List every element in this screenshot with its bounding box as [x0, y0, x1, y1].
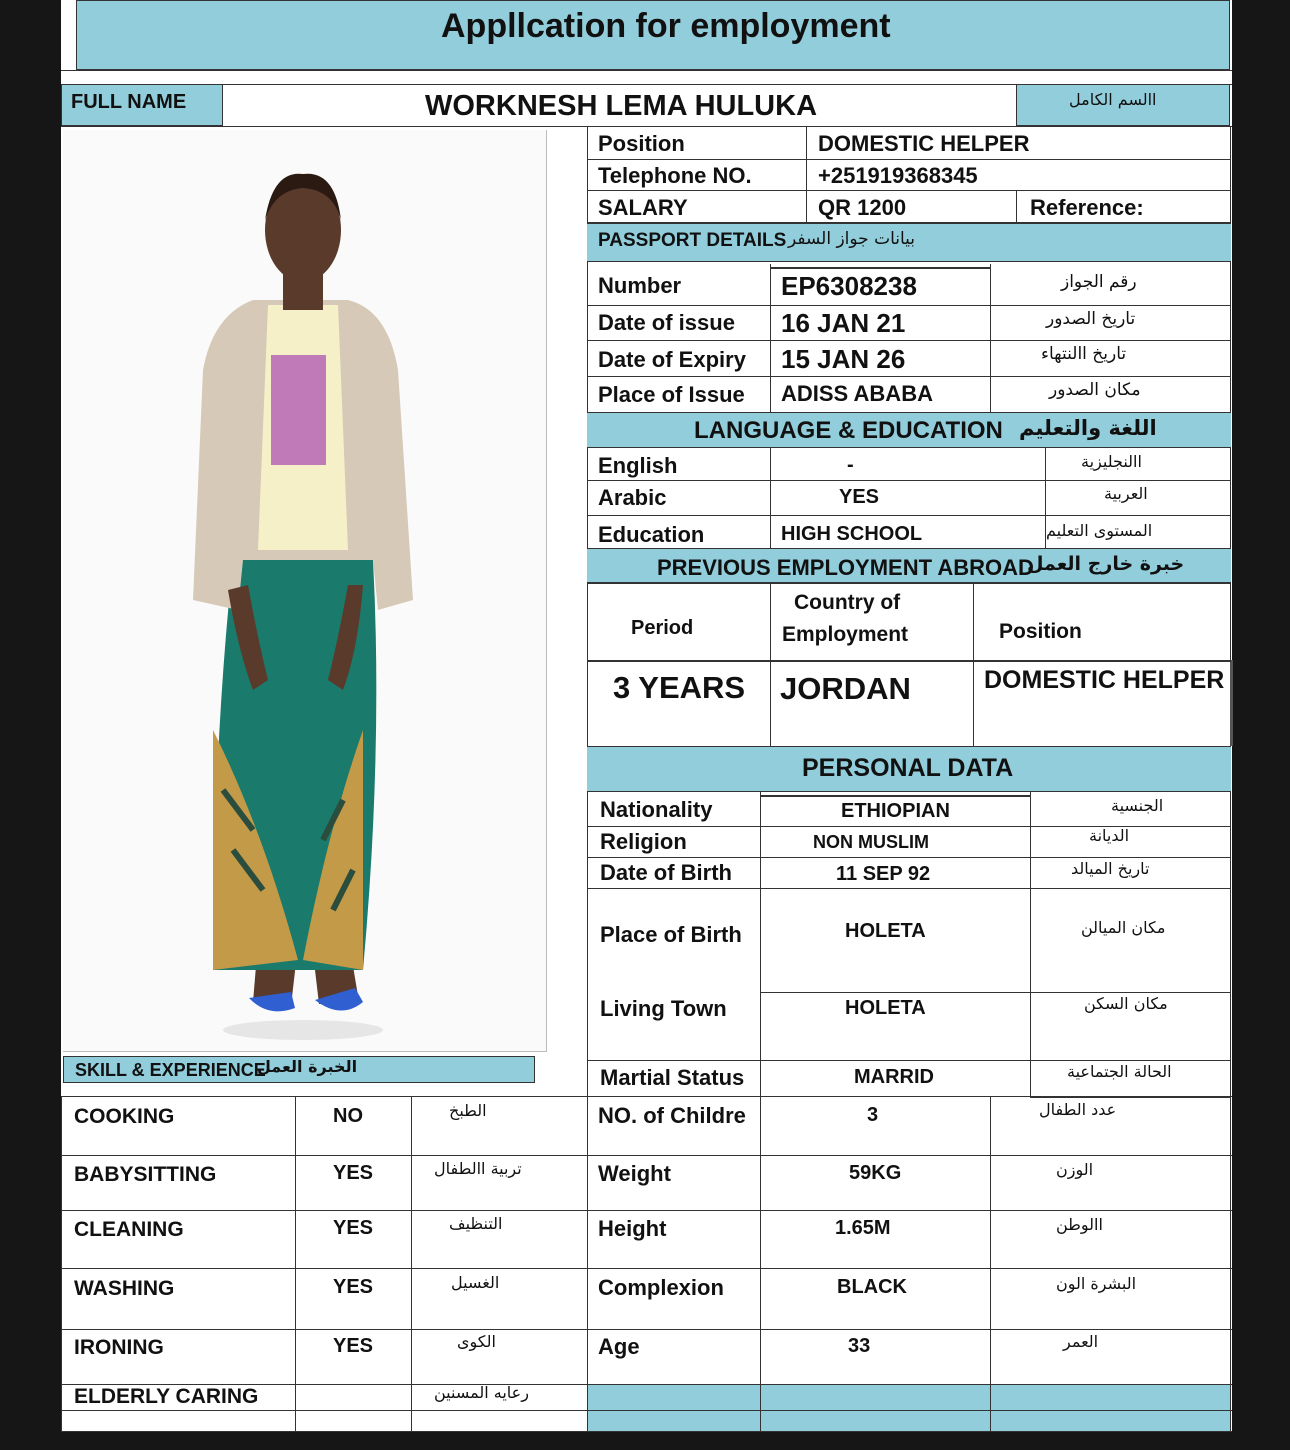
skill-cleaning-label: CLEANING: [74, 1218, 184, 1241]
age-arabic: العمر: [1063, 1332, 1099, 1351]
employment-position-value: DOMESTIC HELPER: [984, 666, 1225, 694]
children-arabic: عدد الطفال: [1039, 1100, 1117, 1119]
employment-country-value: JORDAN: [780, 671, 911, 706]
complexion-arabic: البشرة الون: [1056, 1274, 1137, 1293]
arabic-label: Arabic: [598, 485, 667, 510]
marital-status-label: Martial Status: [600, 1065, 745, 1090]
place-of-birth-value: HOLETA: [845, 920, 926, 942]
nationality-label: Nationality: [600, 797, 713, 822]
marital-status-arabic: الحالة الجتماعية: [1067, 1062, 1172, 1081]
passport-number-label: Number: [598, 273, 682, 298]
reference-label: Reference:: [1030, 195, 1144, 220]
complexion-label: Complexion: [598, 1275, 724, 1300]
position-value: DOMESTIC HELPER: [818, 131, 1030, 156]
weight-value: 59KG: [849, 1162, 902, 1184]
passport-header-arabic: بيانات جواز السفر: [788, 229, 916, 249]
height-value: 1.65M: [835, 1217, 891, 1239]
skill-washing-label: WASHING: [74, 1277, 175, 1300]
employment-col-country-2: Employment: [782, 623, 909, 646]
children-value: 3: [867, 1104, 879, 1126]
skill-header-arabic: الخبرة العمل: [257, 1057, 358, 1076]
passport-place-label: Place of Issue: [598, 382, 745, 407]
education-label: Education: [598, 522, 705, 547]
skill-washing-arabic: الغسيل: [451, 1273, 500, 1292]
passport-expiry-arabic: تاريخ االنتهاء: [1041, 344, 1127, 364]
skill-cleaning-arabic: التنظيف: [449, 1214, 503, 1233]
employment-col-position: Position: [999, 620, 1082, 643]
employment-col-country-1: Country of: [794, 591, 901, 614]
living-town-arabic: مكان السكن: [1084, 994, 1168, 1013]
personal-data-header-label: PERSONAL DATA: [802, 754, 1014, 782]
english-label: English: [598, 453, 678, 478]
full-name-label: FULL NAME: [71, 91, 187, 113]
arabic-value: YES: [839, 486, 880, 508]
passport-issue-arabic: تاريخ الصدور: [1046, 309, 1136, 329]
skill-ironing-label: IRONING: [74, 1336, 164, 1359]
date-of-birth-arabic: تاريخ الميالد: [1071, 859, 1150, 878]
nationality-value: ETHIOPIAN: [841, 800, 950, 822]
skill-washing-value: YES: [333, 1276, 374, 1298]
education-value: HIGH SCHOOL: [781, 523, 923, 545]
marital-status-value: MARRID: [854, 1066, 934, 1088]
employment-header-label: PREVIOUS EMPLOYMENT ABROAD: [657, 555, 1034, 580]
date-of-birth-label: Date of Birth: [600, 860, 732, 885]
religion-label: Religion: [600, 829, 687, 854]
page-title: Appllcation for employment: [441, 7, 891, 45]
language-header-arabic: اللغة والتعليم: [1019, 416, 1157, 440]
full-name-value: WORKNESH LEMA HULUKA: [425, 90, 818, 122]
skill-babysitting-label: BABYSITTING: [74, 1163, 217, 1186]
skill-elderly-label: ELDERLY CARING: [74, 1385, 259, 1408]
applicant-photo: [63, 130, 547, 1052]
place-of-birth-label: Place of Birth: [600, 922, 742, 947]
skill-header-label: SKILL & EXPERIENCE: [75, 1060, 266, 1080]
age-label: Age: [598, 1334, 640, 1359]
skill-ironing-arabic: الكوى: [457, 1332, 496, 1351]
passport-issue-value: 16 JAN 21: [781, 308, 906, 338]
weight-arabic: الوزن: [1056, 1160, 1094, 1179]
nationality-arabic: الجنسية: [1111, 796, 1164, 815]
passport-place-arabic: مكان الصدور: [1049, 380, 1141, 400]
skill-cooking-label: COOKING: [74, 1105, 175, 1128]
passport-place-value: ADISS ABABA: [781, 381, 933, 406]
children-label: NO. of Childre: [598, 1103, 746, 1128]
education-arabic: المستوى التعليم: [1046, 521, 1153, 540]
employment-col-period: Period: [631, 617, 694, 639]
skill-ironing-value: YES: [333, 1335, 374, 1357]
skill-cooking-arabic: الطبخ: [449, 1101, 487, 1120]
passport-expiry-label: Date of Expiry: [598, 347, 746, 372]
skill-babysitting-arabic: تربية االطفال: [434, 1159, 522, 1178]
salary-value: QR 1200: [818, 195, 907, 220]
passport-header-label: PASSPORT DETAILS: [598, 230, 787, 251]
application-form: [61, 0, 1232, 1432]
english-value: -: [847, 454, 854, 476]
telephone-label: Telephone NO.: [598, 163, 752, 188]
skill-babysitting-value: YES: [333, 1162, 374, 1184]
employment-period-value: 3 YEARS: [613, 670, 746, 705]
weight-label: Weight: [598, 1161, 671, 1186]
language-header-label: LANGUAGE & EDUCATION: [694, 417, 1003, 444]
arabic-arabic: العربية: [1104, 484, 1148, 503]
bottom-blue-band: [588, 1385, 1230, 1431]
age-value: 33: [848, 1335, 871, 1357]
living-town-label: Living Town: [600, 996, 727, 1021]
full-name-arabic: االسم الكامل: [1069, 90, 1157, 109]
skill-cleaning-value: YES: [333, 1217, 374, 1239]
passport-number-value: EP6308238: [781, 271, 917, 301]
religion-value: NON MUSLIM: [813, 832, 929, 852]
date-of-birth-value: 11 SEP 92: [836, 863, 931, 885]
complexion-value: BLACK: [837, 1276, 907, 1298]
telephone-value: +251919368345: [818, 163, 978, 188]
passport-expiry-value: 15 JAN 26: [781, 344, 906, 374]
english-arabic: االنجليزية: [1081, 452, 1142, 471]
height-label: Height: [598, 1216, 667, 1241]
passport-issue-label: Date of issue: [598, 310, 735, 335]
salary-label: SALARY: [598, 195, 688, 220]
place-of-birth-arabic: مكان الميالن: [1081, 918, 1166, 937]
skill-elderly-arabic: رعايه المسنين: [434, 1383, 529, 1402]
employment-header-arabic: خبرة خارج العمل: [1027, 553, 1185, 575]
height-arabic: االوطن: [1056, 1215, 1103, 1234]
living-town-value: HOLETA: [845, 997, 926, 1019]
religion-arabic: الديانة: [1089, 826, 1130, 845]
skill-cooking-value: NO: [333, 1105, 363, 1127]
position-label: Position: [598, 131, 685, 156]
passport-number-arabic: رقم الجواز: [1061, 272, 1137, 292]
